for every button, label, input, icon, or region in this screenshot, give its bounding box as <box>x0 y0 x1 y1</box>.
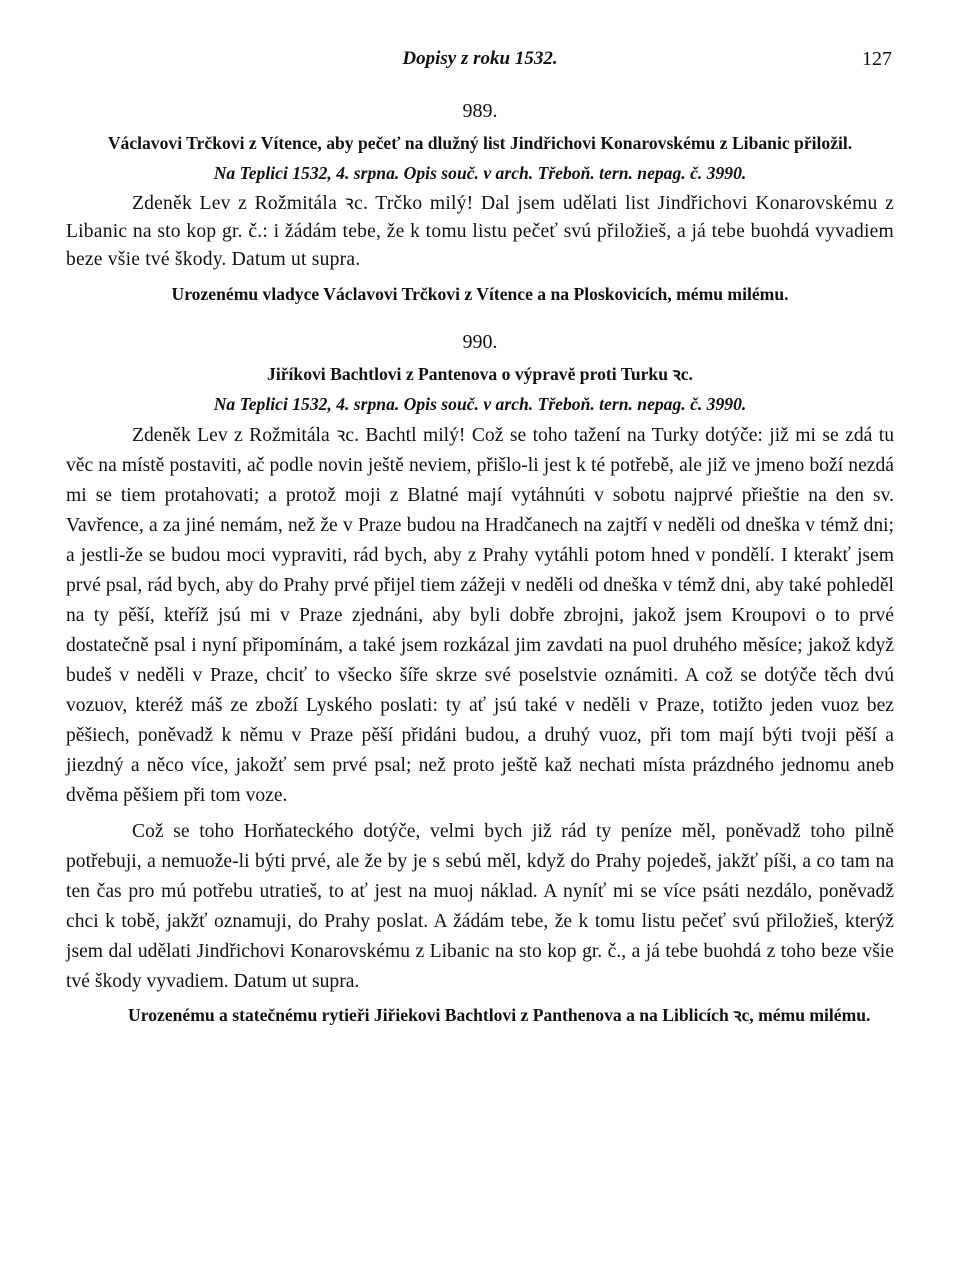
letter-source-note: Na Teplici 1532, 4. srpna. Opis souč. v arch. Třeboň. tern. nepag. č. 3990. <box>213 394 747 414</box>
letter-body-paragraph: Zdeněk Lev z Rožmitála ꝛc. Bachtl milý! Což se toho tažení na Turky dotýče: již mi se zdá tu věc na místě postaviti, ač podle novin ještě neviem, přišlo-li jest k té potřebě, ale již ve jmeno boží nezdá mi se tiem protahovati; a protož moji z Blatné mají vytáhnúti v sobotu najprvé přieštie na den sv. Vavřence, a za jiné nemám, než že v Praze budou na Hradčanech na zajtří v neděli od dneška v témž dni; a jestli-že se budou moci vypraviti, rád bych, aby z Prahy vytáhli potom hned v pondělí. I kterakť jsem prvé psal, rád bych, aby do Prahy prvé přijel tiem zážeji v neděli od dneška v témž dni, aby také pohleděl na ty pěší, kteříž jsú mi v Praze zjednáni, aby byli dobře zbrojni, jakož jsem Kroupovi o to prvé dostatečně psal i nyní připomínám, a také jsem rozkázal jim zavdati na puol druhého měsíce; jakož když budeš v neděli v Praze, chciť to všecko šíře skrze své poselstvie oznámiti. A což se dotýče těch dvú vozuov, kteréž máš ze zboží Lyského poslati: ty ať jsú také v neděli v Praze, totižto jeden vuoz bez pěšiech, poněvadž k němu v Praze pěší přidáni budou, a druhý vuoz, při tom mají býti tvoji pěší a jiezdný a něco více, jakožť sem prvé psal; než proto ještě kaž nechati místa prázdného jednomu aneb dvěma pěšiem při tom voze. <box>66 425 894 806</box>
letter-body-paragraph: Což se toho Horňateckého dotýče, velmi bych již rád ty peníze měl, poněvadž toho pilně potřebuji, a nemuože-li býti prvé, ale že by je s sebú měl, když do Prahy pojedeš, jakžť píši, a co tam na ten čas pro mú potřebu utratieš, to ať jest na muoj náklad. A nyníť mi se více psáti nezdálo, poněvadž chci k tobě, jakžť oznamuji, do Prahy poslat. A žádám tebe, že k tomu listu pečeť svú přiložieš, kterýž jsem dal udělati Jindřichovi Konarovskému z Libanic na sto kop gr. č., a já tebe buohdá z toho beze všie tvé škody vyvadiem. Datum ut supra. <box>66 821 894 992</box>
running-header <box>66 48 894 76</box>
page-number: 127 <box>862 48 892 70</box>
letter-number: 989. <box>462 100 498 122</box>
book-page <box>66 48 894 1027</box>
letter-source-note: Na Teplici 1532, 4. srpna. Opis souč. v arch. Třeboň. tern. nepag. č. 3990. <box>213 163 747 183</box>
letter-body-paragraph: Zdeněk Lev z Rožmitála ꝛc. Trčko milý! Dal jsem udělati list Jindřichovi Konarovskému z Libanic na sto kop gr. č.: i žádám tebe, že k tomu listu pečeť svú přiložieš, a já tebe buohdá vyvadiem beze všie tvé škody. Datum ut supra. <box>66 193 894 270</box>
letter-989 <box>66 100 894 305</box>
running-title: Dopisy z roku 1532. <box>402 48 558 69</box>
letter-summary: Jiříkovi Bachtlovi z Pantenova o výpravě proti Turku ꝛc. <box>267 364 693 384</box>
letter-address: Urozenému a statečnému rytieři Jiřiekovi Bachtlovi z Panthenova a na Liblicích ꝛc, mému milému. <box>128 1005 871 1025</box>
letter-address: Urozenému vladyce Václavovi Trčkovi z Vítence a na Ploskovicích, mému milému. <box>171 284 789 304</box>
letter-990 <box>66 331 894 1027</box>
letter-summary: Václavovi Trčkovi z Vítence, aby pečeť na dlužný list Jindřichovi Konarovskému z Libanic přiložil. <box>107 133 853 153</box>
letter-number: 990. <box>462 331 498 353</box>
